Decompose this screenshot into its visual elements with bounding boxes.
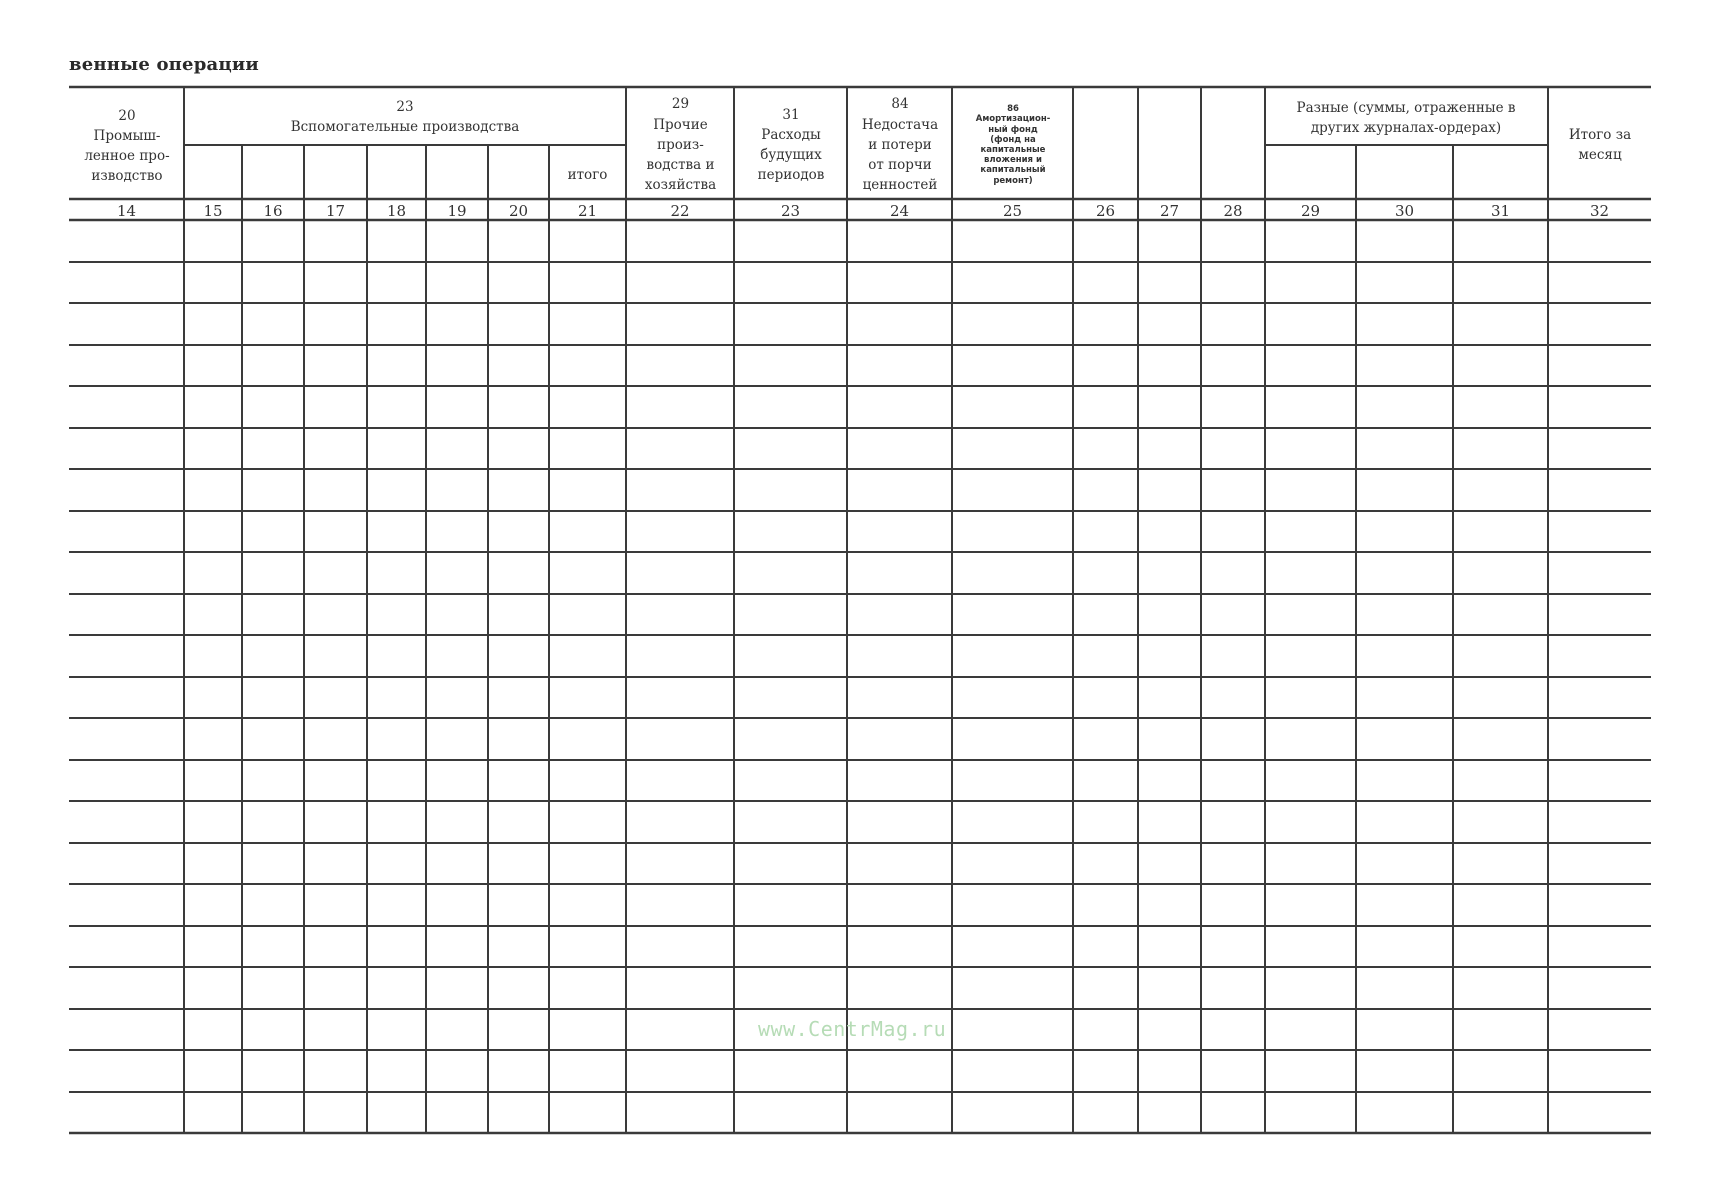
column-number: 15 [203,202,223,220]
header-col-86-code: 86 [1007,104,1019,115]
column-number: 14 [116,202,137,220]
header-col-29-code: 29 [671,96,690,113]
header-col-23-code: 23 [396,98,414,115]
header-col-86-label: Амортизацион- ный фонд (фонд на капитальные вложения и капитальный ремонт) [975,114,1051,186]
column-number: 17 [325,202,346,220]
column-number: 19 [447,202,467,220]
column-number: 27 [1159,202,1180,220]
page-title: венные операции [69,54,259,75]
header-col-84-code: 84 [891,96,909,113]
header-col-84 [848,90,952,200]
header-col-20 [70,98,184,194]
column-number: 28 [1223,202,1243,220]
header-col-23-total: итого [567,166,608,183]
column-number: 21 [577,202,598,220]
column-number: 32 [1589,202,1610,220]
column-number: 30 [1394,202,1415,220]
header-misc: Разные (суммы, отраженные в других журналах-ордерах) [1296,99,1516,136]
column-number: 26 [1095,202,1116,220]
header-col-29 [627,90,734,200]
header-col-86 [953,92,1073,198]
header-col-20-label: Промыш- ленное про- изводство [84,127,170,185]
header-col-23-label: Вспомогательные производства [290,119,520,135]
column-number: 18 [386,202,407,220]
header-col-23 [185,92,625,142]
header-col-31-label: Расходы будущих периодов [757,126,825,184]
header-total-month: Итого за месяц [1568,126,1632,163]
column-number: 24 [889,202,910,220]
header-col-31-code: 31 [782,106,800,123]
column-number: 25 [1002,202,1023,220]
column-number: 16 [263,202,283,220]
column-number: 31 [1490,202,1511,220]
header-col-31 [735,95,847,195]
header-col-84-label: Недостача и потери от порчи ценностей [861,116,939,194]
watermark: www.CentrMag.ru [758,1017,947,1041]
column-number: 29 [1300,202,1321,220]
header-col-29-label: Прочие произ- водства и хозяйства [644,116,717,194]
column-number: 20 [508,202,529,220]
column-number: 22 [670,202,690,220]
header-col-20-code: 20 [118,107,136,124]
column-number: 23 [780,202,801,220]
